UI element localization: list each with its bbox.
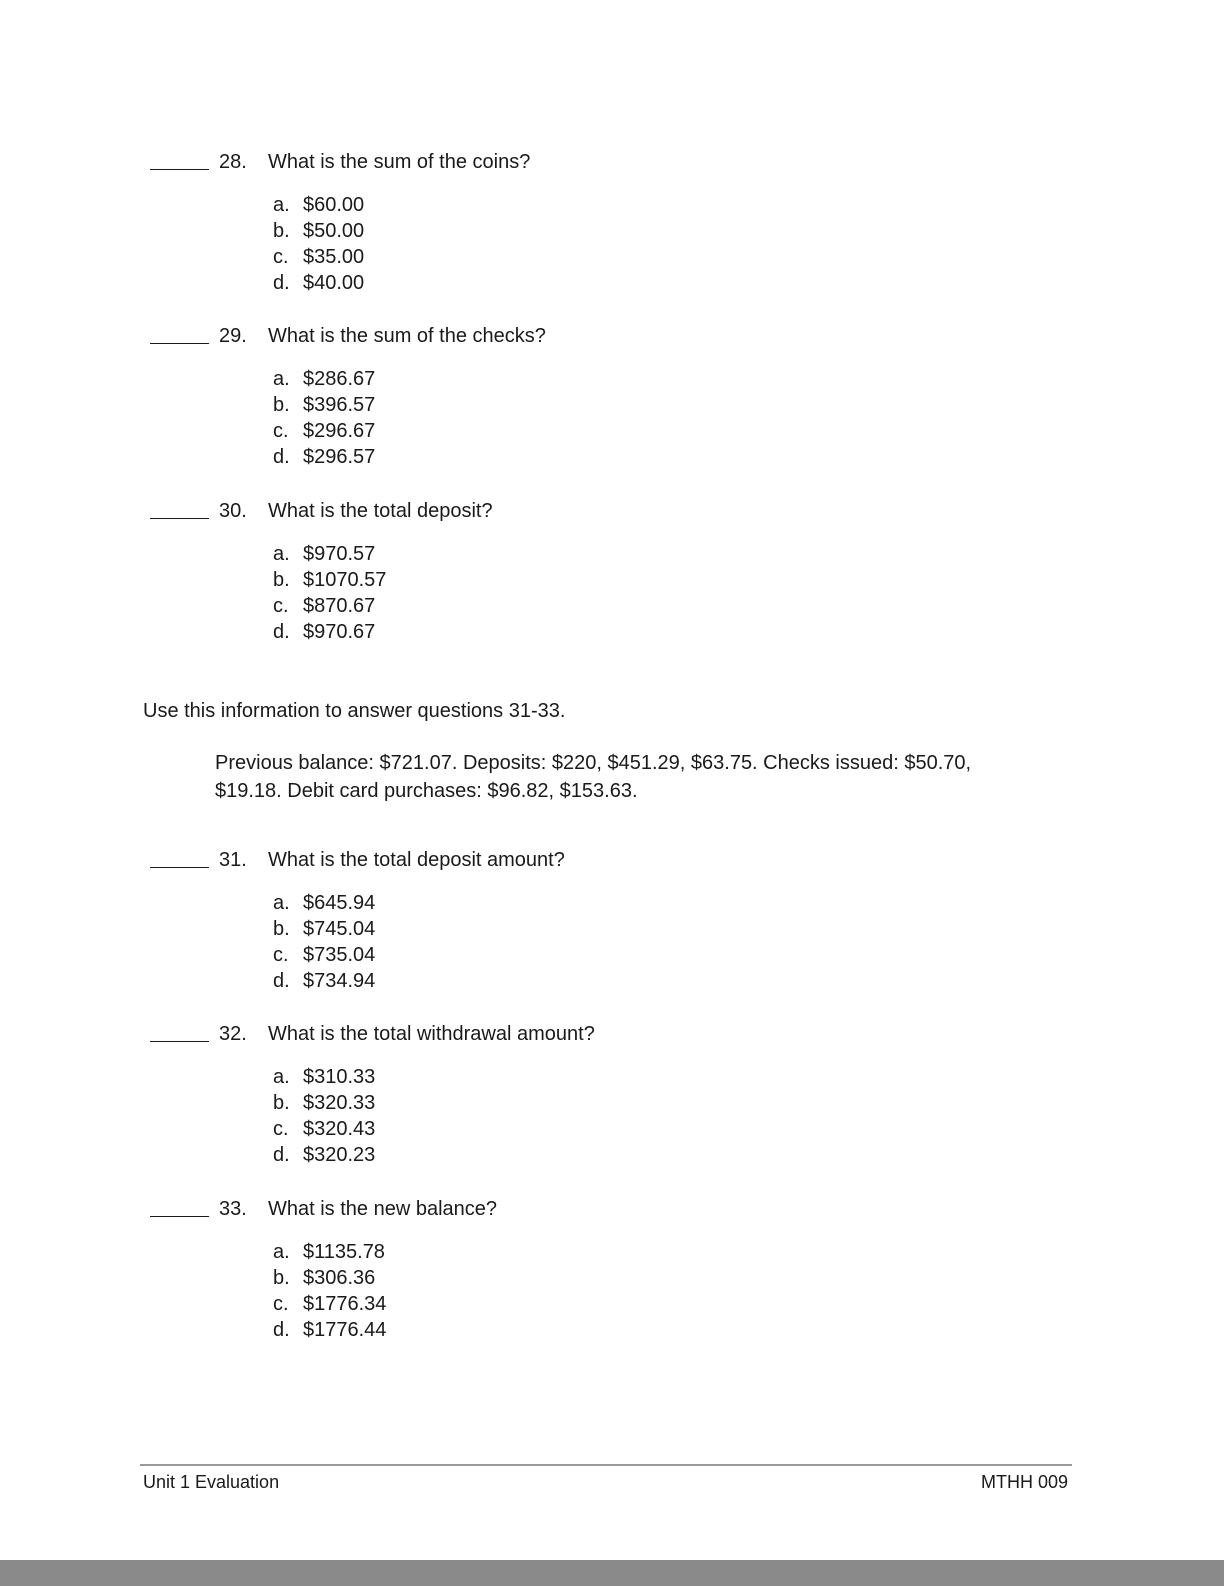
choice-list [273,1064,375,1168]
choice-letter: b. [273,918,290,940]
choice-letter: d. [273,621,290,643]
choice-list [273,366,375,470]
answer-blank[interactable] [150,1216,209,1217]
choice-value: $734.94 [303,970,376,992]
question-text: What is the total deposit amount? [268,849,565,871]
choice-value: $320.43 [303,1118,376,1140]
choice-letter: d. [273,272,290,294]
choice-c [273,593,386,619]
choice-letter: b. [273,1092,290,1114]
question-number: 32. [219,1023,247,1045]
choice-letter: c. [273,1293,289,1315]
choice-value: $1776.44 [303,1319,387,1341]
choice-value: $296.67 [303,420,376,442]
answer-blank[interactable] [150,1041,209,1042]
choice-letter: a. [273,892,290,914]
question-30 [150,494,1050,643]
choice-d [273,968,375,994]
choice-a [273,541,386,567]
choice-d [273,270,364,296]
choice-letter: d. [273,1319,290,1341]
footer-course-code: MTHH 009 [980,1472,1068,1492]
choice-value: $40.00 [303,272,365,294]
choice-c [273,418,375,444]
choice-a [273,1064,375,1090]
choice-letter: c. [273,595,289,617]
question-text: What is the total deposit? [268,500,493,522]
choice-list [273,192,364,296]
choice-value: $1776.34 [303,1293,387,1315]
question-text: What is the new balance? [268,1198,498,1220]
question-text: What is the sum of the checks? [268,325,546,347]
question-number: 29. [219,325,247,347]
choice-letter: a. [273,194,290,216]
choice-c [273,1291,386,1317]
choice-c [273,1116,375,1142]
answer-blank[interactable] [150,518,209,519]
choice-value: $396.57 [303,394,376,416]
question-text: What is the total withdrawal amount? [268,1023,595,1045]
choice-value: $645.94 [303,892,376,914]
choice-letter: d. [273,446,290,468]
answer-blank[interactable] [150,169,209,170]
choice-value: $306.36 [303,1267,376,1289]
info-intro: Use this information to answer questions 31-33. [143,700,566,722]
choice-a [273,1239,386,1265]
choice-a [273,890,375,916]
choice-letter: b. [273,569,290,591]
choice-letter: d. [273,970,290,992]
choice-b [273,567,386,593]
choice-letter: a. [273,368,290,390]
question-31 [150,843,1050,992]
choice-letter: b. [273,220,290,242]
choice-value: $286.67 [303,368,376,390]
info-body: Previous balance: $721.07. Deposits: $220, $451.29, $63.75. Checks issued: $50.70, $19.18. Debit card purchases: $96.82, $153.63. [215,752,972,802]
choice-value: $320.33 [303,1092,376,1114]
question-number: 30. [219,500,247,522]
question-33 [150,1192,1050,1341]
page-bottom-bar [0,1560,1224,1586]
choice-letter: c. [273,1118,289,1140]
choice-letter: a. [273,1241,290,1263]
choice-letter: d. [273,1144,290,1166]
choice-letter: a. [273,1066,290,1088]
choice-letter: b. [273,394,290,416]
footer-divider [140,1464,1072,1466]
question-28 [150,145,1050,294]
footer-unit-title: Unit 1 Evaluation [143,1472,280,1492]
choice-b [273,392,375,418]
choice-value: $970.57 [303,543,376,565]
choice-letter: c. [273,420,289,442]
question-number: 28. [219,151,247,173]
choice-a [273,192,364,218]
choice-b [273,1265,386,1291]
choice-a [273,366,375,392]
choice-letter: a. [273,543,290,565]
choice-list [273,541,386,645]
choice-value: $50.00 [303,220,365,242]
answer-blank[interactable] [150,343,209,344]
choice-b [273,916,375,942]
choice-value: $35.00 [303,246,365,268]
answer-blank[interactable] [150,867,209,868]
choice-letter: b. [273,1267,290,1289]
choice-b [273,1090,375,1116]
choice-value: $745.04 [303,918,376,940]
choice-value: $870.67 [303,595,376,617]
choice-c [273,942,375,968]
choice-value: $60.00 [303,194,365,216]
question-29 [150,319,1050,468]
question-32 [150,1017,1050,1166]
choice-value: $310.33 [303,1066,376,1088]
choice-value: $320.23 [303,1144,376,1166]
choice-list [273,890,375,994]
choice-d [273,444,375,470]
choice-letter: c. [273,246,289,268]
choice-value: $296.57 [303,446,376,468]
choice-value: $735.04 [303,944,376,966]
choice-d [273,619,386,645]
question-number: 31. [219,849,247,871]
choice-d [273,1142,375,1168]
question-text: What is the sum of the coins? [268,151,531,173]
choice-value: $1070.57 [303,569,387,591]
choice-c [273,244,364,270]
question-number: 33. [219,1198,247,1220]
choice-list [273,1239,386,1343]
choice-value: $970.67 [303,621,376,643]
choice-d [273,1317,386,1343]
choice-letter: c. [273,944,289,966]
choice-value: $1135.78 [303,1241,385,1263]
choice-b [273,218,364,244]
